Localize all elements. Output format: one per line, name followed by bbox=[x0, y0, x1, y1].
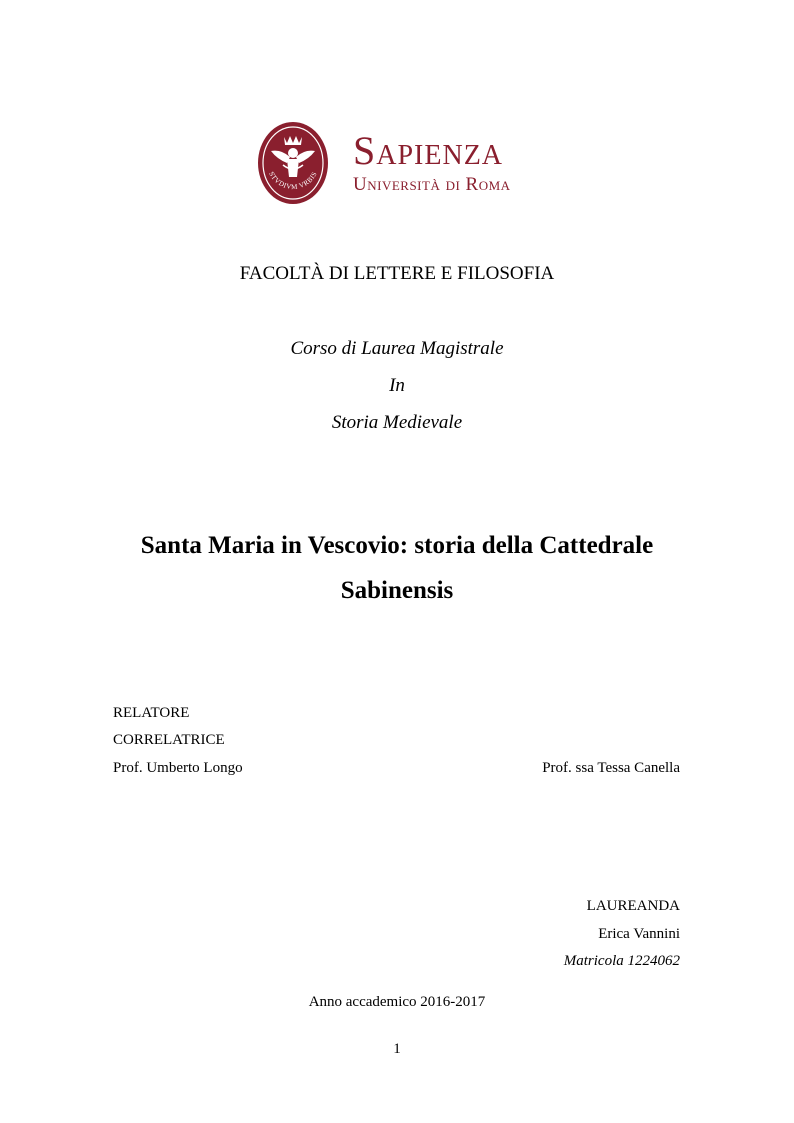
course-subject: Storia Medievale bbox=[331, 412, 463, 433]
relatore-heading: RELATORE bbox=[113, 705, 190, 721]
laureanda-heading: LAUREANDA bbox=[586, 898, 680, 914]
logo-subtitle: Università di Roma bbox=[353, 174, 511, 195]
thesis-title-line-1: Santa Maria in Vescovio: storia della Cattedrale bbox=[140, 532, 654, 559]
university-logo bbox=[257, 121, 547, 207]
correlatrice-heading: CORRELATRICE bbox=[113, 732, 225, 748]
student-matricola: Matricola 1224062 bbox=[563, 953, 680, 969]
thesis-title-line-2: Sabinensis bbox=[340, 577, 454, 604]
faculty-heading: FACOLTÀ DI LETTERE E FILOSOFIA bbox=[239, 263, 555, 284]
logo-wordmark: Sapienza bbox=[353, 128, 504, 173]
academic-year: Anno accademico 2016-2017 bbox=[308, 994, 486, 1010]
course-connector: In bbox=[389, 375, 405, 396]
seal-motto: STVDIVM VRBIS bbox=[267, 170, 319, 192]
sapienza-seal-icon bbox=[257, 121, 329, 205]
student-name: Erica Vannini bbox=[598, 926, 680, 942]
page-number: 1 bbox=[393, 1041, 401, 1057]
correlatrice-name: Prof. ssa Tessa Canella bbox=[542, 760, 680, 776]
relatore-name: Prof. Umberto Longo bbox=[113, 760, 243, 776]
course-name: Corso di Laurea Magistrale bbox=[290, 338, 504, 359]
